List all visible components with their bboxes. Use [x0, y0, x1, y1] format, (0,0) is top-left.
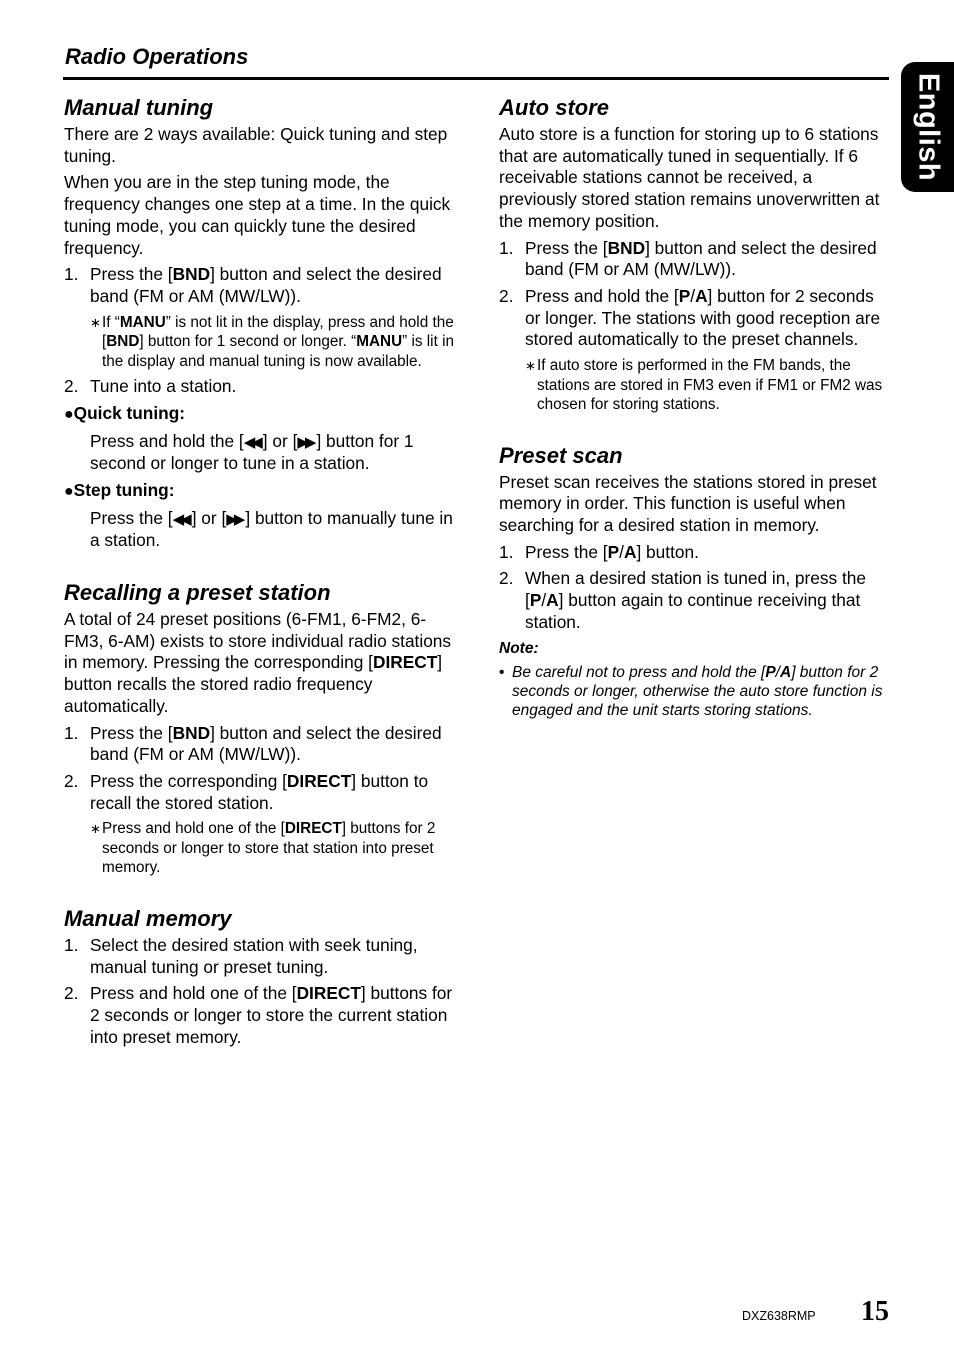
recall-preset-section: [64, 577, 456, 878]
list-item: 2. Press and hold the [P/A] button for 2 seconds or longer. The stations with good reception are stored automatically to the preset channels.: [499, 285, 881, 350]
step-number: 1.: [499, 237, 514, 258]
manual-memory-heading: Manual memory: [64, 905, 232, 931]
steps-list: [64, 264, 456, 307]
footnote: ∗ If auto store is performed in the FM bands, the stations are stored in FM3 even if FM1 or FM2 was chosen for storing stations.: [525, 357, 883, 414]
list-item: 2. When a desired station is tuned in, press the [P/A] button again to continue receiving that station.: [499, 568, 867, 632]
manual-memory-section: [64, 903, 456, 1049]
note-heading: Note:: [499, 640, 539, 658]
step-number: 1.: [64, 934, 79, 955]
manual-tuning-section: [64, 92, 456, 552]
preset-scan-section: [499, 440, 891, 721]
paragraph: When you are in the step tuning mode, the frequency changes one step at a time. In the quick tuning mode, you can quickly tune the desired frequency.: [64, 172, 451, 258]
step-number: 1.: [499, 541, 514, 562]
header-rule: [63, 77, 889, 80]
auto-store-section: [499, 92, 891, 415]
list-item: 1. Press the [BND] button and select the desired band (FM or AM (MW/LW)).: [499, 237, 877, 280]
rewind-icon: ◀◀: [243, 433, 259, 451]
steps-list: [64, 723, 456, 815]
step-number: 1.: [64, 722, 79, 743]
list-item: 2. Press the corresponding [DIRECT] button to recall the stored station.: [64, 770, 429, 813]
step-tuning-heading: ●Step tuning:: [64, 479, 175, 500]
fast-forward-icon: ▶▶: [226, 510, 242, 528]
paragraph: Auto store is a function for storing up to 6 stations that are automatically tuned in sequentially. If 6 receivable stations cannot be received, a previously stored station remains unoverwritten at the memory position.: [499, 124, 880, 231]
language-tab-label: English: [912, 72, 944, 182]
section-title: Radio Operations: [65, 44, 249, 69]
paragraph: There are 2 ways available: Quick tuning and step tuning.: [64, 124, 448, 166]
note-text: • Be careful not to press and hold the [P/A] button for 2 seconds or longer, otherwise the auto store function is engaged and the unit starts storing stations.: [499, 664, 883, 720]
asterisk-icon: ∗: [90, 314, 101, 330]
step-number: 2.: [64, 770, 79, 791]
page-number: 15: [861, 1296, 889, 1327]
paragraph: A total of 24 preset positions (6-FM1, 6-FM2, 6-FM3, 6-AM) exists to store individual radio stations in memory. Pressing the corresponding [DIRECT] button recalls the stored radio frequency automatically.: [64, 609, 452, 716]
bullet-icon: •: [499, 664, 505, 682]
list-item: 1. Press the [BND] button and select the desired band (FM or AM (MW/LW)).: [64, 722, 442, 765]
auto-store-heading: Auto store: [499, 95, 609, 120]
footnote: ∗ Press and hold one of the [DIRECT] buttons for 2 seconds or longer to store that station into preset memory.: [90, 820, 436, 877]
recall-preset-heading: Recalling a preset station: [64, 580, 331, 606]
step-number: 1.: [64, 264, 79, 285]
manual-tuning-heading: Manual tuning: [64, 95, 214, 120]
list-item: 1. Select the desired station with seek tuning, manual tuning or preset tuning.: [64, 934, 418, 977]
button-name: BND: [172, 264, 211, 285]
step-number: 2.: [499, 285, 514, 306]
asterisk-icon: ∗: [90, 821, 101, 837]
right-column: [499, 92, 891, 720]
left-column: [64, 92, 456, 1053]
paragraph: Press the [◀◀ ] or [▶▶ ] button to manually tune in a station.: [90, 507, 453, 551]
preset-scan-heading: Preset scan: [499, 442, 623, 468]
bullet-icon: ●: [64, 405, 74, 423]
model-number: DXZ638RMP: [742, 1309, 816, 1323]
list-item: 1. Press the [P/A] button.: [499, 541, 699, 562]
steps-list: [499, 238, 891, 352]
steps-list: [64, 935, 456, 1049]
paragraph: Preset scan receives the stations stored in preset memory in order. This function is useful when searching for a desired station in memory.: [499, 471, 877, 535]
list-item: 1. Press the [BND] button and select the desired band (FM or AM (MW/LW)).: [64, 264, 442, 306]
steps-list: [64, 376, 456, 398]
step-number: 2.: [499, 568, 514, 589]
bullet-icon: ●: [64, 482, 74, 500]
list-item: 2. Press and hold one of the [DIRECT] buttons for 2 seconds or longer to store the current station into preset memory.: [64, 983, 453, 1047]
step-number: 2.: [64, 983, 79, 1004]
rewind-icon: ◀◀: [172, 510, 188, 528]
footnote: ∗ If “MANU” is not lit in the display, press and hold the [BND] button for 1 second or longer. “MANU” is lit in the display and manual tuning is now available.: [90, 313, 454, 370]
asterisk-icon: ∗: [525, 358, 536, 374]
fast-forward-icon: ▶▶: [297, 433, 313, 451]
steps-list: [499, 542, 891, 634]
paragraph: Press and hold the [◀◀ ] or [▶▶ ] button for 1 second or longer to tune in a station.: [90, 430, 414, 474]
quick-tuning-heading: ●Quick tuning:: [64, 402, 186, 423]
language-tab: [901, 62, 954, 192]
step-number: 2.: [64, 376, 79, 397]
list-item: 2. Tune into a station.: [64, 376, 237, 397]
